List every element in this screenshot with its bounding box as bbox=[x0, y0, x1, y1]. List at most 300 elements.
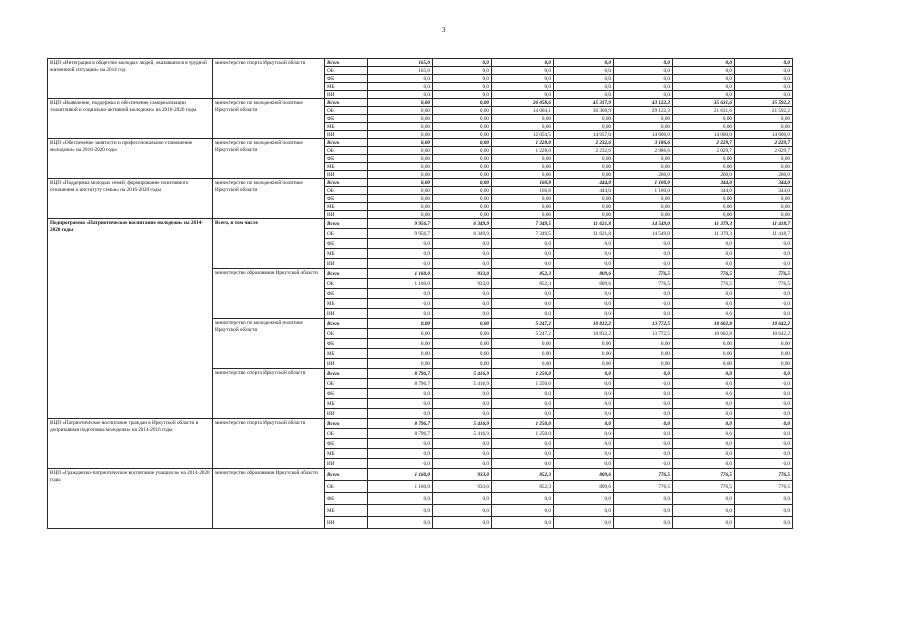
value-cell: 0,00 bbox=[368, 115, 433, 123]
value-cell: 0,0 bbox=[673, 449, 735, 459]
value-cell: 776,5 bbox=[614, 269, 673, 279]
value-cell: 0,0 bbox=[368, 289, 433, 299]
value-cell: 11 621,8 bbox=[554, 219, 614, 229]
value-cell: 1 100,0 bbox=[614, 187, 673, 195]
value-cell: 0,00 bbox=[368, 203, 433, 211]
value-cell: 0,00 bbox=[735, 349, 793, 359]
value-cell: 0,00 bbox=[433, 163, 492, 171]
value-cell: 165,0 bbox=[368, 67, 433, 75]
value-cell: 0,00 bbox=[433, 147, 492, 155]
value-cell: 0,0 bbox=[614, 419, 673, 429]
value-cell: 852,3 bbox=[492, 481, 554, 493]
value-cell: 5 416,9 bbox=[433, 369, 492, 379]
funding-source-cell: МБ bbox=[325, 399, 368, 409]
value-cell: 0,0 bbox=[614, 505, 673, 517]
program-name-cell: ВЦП «Поддержка молодых семей, формирование позитивного отношения к институту семьи» на 2016-2020 годы bbox=[48, 179, 213, 219]
value-cell: 809,6 bbox=[554, 269, 614, 279]
funding-source-cell: ФБ bbox=[325, 195, 368, 203]
value-cell: 0,00 bbox=[614, 195, 673, 203]
value-cell: 0,00 bbox=[433, 179, 492, 187]
value-cell: 776,5 bbox=[735, 469, 793, 481]
page-number: 3 bbox=[442, 26, 446, 34]
funding-source-cell: МБ bbox=[325, 203, 368, 211]
funding-source-cell: МБ bbox=[325, 249, 368, 259]
table-row bbox=[48, 59, 793, 67]
value-cell: 444,0 bbox=[554, 179, 614, 187]
value-cell: 14 004,1 bbox=[492, 107, 554, 115]
value-cell: 0,0 bbox=[673, 239, 735, 249]
value-cell: 2 029,7 bbox=[673, 147, 735, 155]
value-cell: 0,0 bbox=[554, 517, 614, 529]
funding-source-cell: ИИ bbox=[325, 517, 368, 529]
value-cell: 0,0 bbox=[368, 409, 433, 419]
value-cell: 13 772,5 bbox=[614, 329, 673, 339]
table-row bbox=[48, 179, 793, 187]
value-cell: 0,0 bbox=[554, 369, 614, 379]
value-cell: 0,00 bbox=[673, 211, 735, 219]
value-cell: 0,0 bbox=[554, 67, 614, 75]
value-cell: 0,00 bbox=[368, 319, 433, 329]
executor-cell: министерство спорта Иркутской области bbox=[213, 419, 325, 469]
value-cell: 0,0 bbox=[673, 249, 735, 259]
value-cell: 0,0 bbox=[368, 259, 433, 269]
value-cell: 0,0 bbox=[368, 83, 433, 91]
value-cell: 0,0 bbox=[368, 91, 433, 99]
executor-cell: министерство по молодежной политике Иркутской области bbox=[213, 139, 325, 179]
value-cell: 0,00 bbox=[492, 211, 554, 219]
value-cell: 0,0 bbox=[433, 409, 492, 419]
value-cell: 0,0 bbox=[673, 309, 735, 319]
value-cell: 0,00 bbox=[368, 107, 433, 115]
value-cell: 200,0 bbox=[614, 171, 673, 179]
value-cell: 0,00 bbox=[368, 187, 433, 195]
value-cell: 0,0 bbox=[673, 419, 735, 429]
value-cell: 11 379,3 bbox=[673, 229, 735, 239]
value-cell: 0,00 bbox=[368, 155, 433, 163]
executor-cell: министерство спорта Иркутской области bbox=[213, 369, 325, 419]
value-cell: 0,0 bbox=[673, 259, 735, 269]
value-cell: 0,00 bbox=[492, 123, 554, 131]
funding-source-cell: МБ bbox=[325, 299, 368, 309]
value-cell: 0,0 bbox=[554, 239, 614, 249]
value-cell: 11 418,7 bbox=[735, 229, 793, 239]
value-cell: 0,00 bbox=[368, 359, 433, 369]
value-cell: 0,00 bbox=[554, 195, 614, 203]
value-cell: 0,0 bbox=[492, 309, 554, 319]
value-cell: 0,00 bbox=[433, 99, 492, 107]
value-cell: 776,5 bbox=[735, 481, 793, 493]
value-cell: 0,0 bbox=[673, 379, 735, 389]
value-cell: 0,00 bbox=[492, 163, 554, 171]
value-cell: 0,00 bbox=[368, 123, 433, 131]
funding-source-cell: ИИ bbox=[325, 211, 368, 219]
value-cell: 444,0 bbox=[554, 187, 614, 195]
value-cell: 0,00 bbox=[433, 187, 492, 195]
value-cell: 0,0 bbox=[433, 517, 492, 529]
value-cell: 1 250,0 bbox=[492, 419, 554, 429]
value-cell: 13 772,5 bbox=[614, 319, 673, 329]
value-cell: 0,0 bbox=[614, 83, 673, 91]
value-cell: 10 812,2 bbox=[554, 329, 614, 339]
funding-source-cell: Всего bbox=[325, 469, 368, 481]
value-cell: 2 232,6 bbox=[554, 147, 614, 155]
value-cell: 0,0 bbox=[735, 429, 793, 439]
value-cell: 344,0 bbox=[673, 187, 735, 195]
value-cell: 0,0 bbox=[554, 59, 614, 67]
value-cell: 0,0 bbox=[735, 493, 793, 505]
value-cell: 0,00 bbox=[433, 155, 492, 163]
value-cell: 0,00 bbox=[433, 107, 492, 115]
value-cell: 0,00 bbox=[614, 115, 673, 123]
value-cell: 0,00 bbox=[673, 123, 735, 131]
value-cell: 0,0 bbox=[614, 75, 673, 83]
value-cell: 0,00 bbox=[433, 349, 492, 359]
value-cell: 2 229,7 bbox=[673, 139, 735, 147]
table-row bbox=[48, 99, 793, 107]
value-cell: 0,0 bbox=[614, 459, 673, 469]
value-cell: 0,0 bbox=[554, 429, 614, 439]
value-cell: 0,0 bbox=[673, 369, 735, 379]
value-cell: 1 250,0 bbox=[492, 379, 554, 389]
value-cell: 0,00 bbox=[614, 163, 673, 171]
value-cell: 0,0 bbox=[673, 505, 735, 517]
value-cell: 852,3 bbox=[492, 269, 554, 279]
value-cell: 0,0 bbox=[614, 249, 673, 259]
value-cell: 0,00 bbox=[433, 195, 492, 203]
funding-source-cell: ОБ bbox=[325, 147, 368, 155]
value-cell: 0,0 bbox=[614, 517, 673, 529]
value-cell: 0,0 bbox=[433, 459, 492, 469]
value-cell: 0,00 bbox=[492, 115, 554, 123]
value-cell: 11 379,3 bbox=[673, 219, 735, 229]
value-cell: 6 349,9 bbox=[433, 219, 492, 229]
value-cell: 0,0 bbox=[673, 67, 735, 75]
value-cell: 933,0 bbox=[433, 469, 492, 481]
value-cell: 0,0 bbox=[368, 389, 433, 399]
value-cell: 0,00 bbox=[554, 211, 614, 219]
value-cell: 0,0 bbox=[735, 399, 793, 409]
value-cell: 0,0 bbox=[735, 259, 793, 269]
value-cell: 10 812,2 bbox=[554, 319, 614, 329]
value-cell: 0,0 bbox=[673, 517, 735, 529]
value-cell: 0,00 bbox=[735, 195, 793, 203]
value-cell: 0,0 bbox=[433, 439, 492, 449]
funding-source-cell: ФБ bbox=[325, 75, 368, 83]
value-cell: 0,0 bbox=[492, 67, 554, 75]
value-cell: 776,5 bbox=[614, 469, 673, 481]
value-cell: 14 549,0 bbox=[614, 229, 673, 239]
value-cell: 0,00 bbox=[554, 123, 614, 131]
value-cell: 0,0 bbox=[492, 75, 554, 83]
value-cell: 45 317,9 bbox=[554, 99, 614, 107]
value-cell: 0,00 bbox=[554, 203, 614, 211]
value-cell: 0,00 bbox=[433, 339, 492, 349]
value-cell: 0,0 bbox=[554, 399, 614, 409]
value-cell: 0,0 bbox=[735, 75, 793, 83]
value-cell: 0,00 bbox=[735, 359, 793, 369]
value-cell: 8 796,7 bbox=[368, 429, 433, 439]
value-cell: 0,0 bbox=[673, 75, 735, 83]
value-cell: 852,3 bbox=[492, 279, 554, 289]
value-cell: 0,00 bbox=[735, 211, 793, 219]
value-cell: 0,0 bbox=[735, 517, 793, 529]
value-cell: 1 250,0 bbox=[492, 429, 554, 439]
value-cell: 0,0 bbox=[614, 59, 673, 67]
funding-source-cell: ФБ bbox=[325, 439, 368, 449]
funding-source-cell: ИИ bbox=[325, 91, 368, 99]
funding-source-cell: МБ bbox=[325, 123, 368, 131]
value-cell: 2 986,6 bbox=[614, 147, 673, 155]
value-cell: 344,0 bbox=[735, 179, 793, 187]
value-cell: 0,00 bbox=[614, 349, 673, 359]
value-cell: 0,0 bbox=[433, 259, 492, 269]
value-cell: 0,00 bbox=[614, 211, 673, 219]
value-cell: 0,00 bbox=[735, 123, 793, 131]
funding-source-cell: ОБ bbox=[325, 107, 368, 115]
budget-table bbox=[47, 58, 793, 529]
value-cell: 1 160,0 bbox=[368, 269, 433, 279]
value-cell: 0,0 bbox=[433, 91, 492, 99]
funding-source-cell: ИИ bbox=[325, 409, 368, 419]
value-cell: 0,00 bbox=[433, 139, 492, 147]
value-cell: 0,00 bbox=[735, 155, 793, 163]
value-cell: 0,0 bbox=[368, 493, 433, 505]
value-cell: 0,0 bbox=[673, 289, 735, 299]
value-cell: 8 796,7 bbox=[368, 369, 433, 379]
value-cell: 11 418,7 bbox=[735, 219, 793, 229]
funding-source-cell: Всего bbox=[325, 369, 368, 379]
funding-source-cell: ОБ bbox=[325, 67, 368, 75]
value-cell: 10 602,8 bbox=[673, 319, 735, 329]
value-cell: 0,0 bbox=[554, 83, 614, 91]
program-name-cell: ВЦП «Выявление, поддержка и обеспечение самореализации талантливой и социально-активной молодежи» на 2016-2020 годы bbox=[48, 99, 213, 139]
value-cell: 0,0 bbox=[673, 91, 735, 99]
value-cell: 1 160,0 bbox=[368, 469, 433, 481]
value-cell: 0,0 bbox=[735, 289, 793, 299]
value-cell: 0,0 bbox=[735, 369, 793, 379]
value-cell: 1 228,0 bbox=[492, 139, 554, 147]
value-cell: 1 160,0 bbox=[368, 481, 433, 493]
value-cell: 0,0 bbox=[673, 459, 735, 469]
value-cell: 0,0 bbox=[673, 493, 735, 505]
value-cell: 1 228,0 bbox=[492, 147, 554, 155]
value-cell: 0,0 bbox=[368, 517, 433, 529]
value-cell: 2 029,7 bbox=[735, 147, 793, 155]
value-cell: 776,5 bbox=[614, 279, 673, 289]
value-cell: 0,0 bbox=[433, 59, 492, 67]
value-cell: 0,0 bbox=[614, 289, 673, 299]
funding-source-cell: Всего bbox=[325, 59, 368, 67]
value-cell: 0,0 bbox=[614, 259, 673, 269]
value-cell: 14 957,0 bbox=[554, 131, 614, 139]
value-cell: 0,00 bbox=[673, 349, 735, 359]
value-cell: 0,0 bbox=[433, 493, 492, 505]
value-cell: 35 631,6 bbox=[673, 99, 735, 107]
value-cell: 0,00 bbox=[673, 115, 735, 123]
funding-source-cell: МБ bbox=[325, 349, 368, 359]
value-cell: 0,0 bbox=[614, 439, 673, 449]
value-cell: 0,00 bbox=[368, 211, 433, 219]
value-cell: 1 160,0 bbox=[368, 279, 433, 289]
value-cell: 0,00 bbox=[492, 349, 554, 359]
value-cell: 160,8 bbox=[492, 179, 554, 187]
value-cell: 200,0 bbox=[735, 171, 793, 179]
value-cell: 0,0 bbox=[554, 505, 614, 517]
value-cell: 0,0 bbox=[492, 289, 554, 299]
value-cell: 2 232,6 bbox=[554, 139, 614, 147]
value-cell: 0,0 bbox=[735, 299, 793, 309]
value-cell: 0,0 bbox=[492, 439, 554, 449]
funding-source-cell: ФБ bbox=[325, 155, 368, 163]
value-cell: 0,00 bbox=[554, 349, 614, 359]
value-cell: 9 956,7 bbox=[368, 219, 433, 229]
value-cell: 933,0 bbox=[433, 269, 492, 279]
executor-cell: министерство образования Иркутской области bbox=[213, 469, 325, 529]
value-cell: 0,0 bbox=[433, 449, 492, 459]
value-cell: 14 000,0 bbox=[614, 131, 673, 139]
value-cell: 0,0 bbox=[614, 429, 673, 439]
value-cell: 0,0 bbox=[614, 309, 673, 319]
executor-cell: министерство образования Иркутской области bbox=[213, 269, 325, 319]
value-cell: 0,00 bbox=[735, 163, 793, 171]
value-cell: 0,0 bbox=[368, 299, 433, 309]
value-cell: 0,00 bbox=[433, 359, 492, 369]
funding-source-cell: ИИ bbox=[325, 171, 368, 179]
value-cell: 0,00 bbox=[368, 131, 433, 139]
value-cell: 0,00 bbox=[554, 155, 614, 163]
value-cell: 0,00 bbox=[614, 123, 673, 131]
value-cell: 0,0 bbox=[492, 505, 554, 517]
program-name-cell: Подпрограмма «Патриотическое воспитание молодежи» на 2014-2020 годы bbox=[48, 219, 213, 419]
value-cell: 0,00 bbox=[368, 195, 433, 203]
funding-source-cell: ОБ bbox=[325, 279, 368, 289]
value-cell: 21 631,6 bbox=[673, 107, 735, 115]
funding-source-cell: ФБ bbox=[325, 339, 368, 349]
value-cell: 10 602,8 bbox=[673, 329, 735, 339]
value-cell: 0,0 bbox=[433, 83, 492, 91]
value-cell: 10 642,2 bbox=[735, 329, 793, 339]
funding-source-cell: ИИ bbox=[325, 359, 368, 369]
value-cell: 0,0 bbox=[554, 289, 614, 299]
value-cell: 0,0 bbox=[554, 409, 614, 419]
value-cell: 0,0 bbox=[554, 419, 614, 429]
value-cell: 0,0 bbox=[554, 389, 614, 399]
funding-source-cell: ОБ bbox=[325, 187, 368, 195]
value-cell: 21 592,2 bbox=[735, 107, 793, 115]
value-cell: 0,0 bbox=[433, 309, 492, 319]
value-cell: 0,0 bbox=[735, 439, 793, 449]
value-cell: 165,0 bbox=[368, 59, 433, 67]
value-cell: 0,0 bbox=[433, 239, 492, 249]
funding-source-cell: ОБ bbox=[325, 481, 368, 493]
value-cell: 0,0 bbox=[735, 249, 793, 259]
value-cell: 9 956,7 bbox=[368, 229, 433, 239]
value-cell: 0,0 bbox=[735, 409, 793, 419]
value-cell: 0,0 bbox=[614, 389, 673, 399]
value-cell: 776,5 bbox=[673, 269, 735, 279]
value-cell: 0,0 bbox=[735, 91, 793, 99]
funding-source-cell: МБ bbox=[325, 83, 368, 91]
value-cell: 10 642,2 bbox=[735, 319, 793, 329]
value-cell: 0,0 bbox=[492, 59, 554, 67]
value-cell: 0,0 bbox=[492, 517, 554, 529]
value-cell: 776,5 bbox=[614, 481, 673, 493]
value-cell: 29 122,3 bbox=[614, 107, 673, 115]
value-cell: 0,00 bbox=[368, 163, 433, 171]
value-cell: 5 247,2 bbox=[492, 319, 554, 329]
funding-source-cell: МБ bbox=[325, 163, 368, 171]
value-cell: 0,0 bbox=[614, 409, 673, 419]
table-row bbox=[48, 419, 793, 429]
value-cell: 0,0 bbox=[433, 389, 492, 399]
value-cell: 0,0 bbox=[735, 505, 793, 517]
value-cell: 0,0 bbox=[433, 67, 492, 75]
value-cell: 0,0 bbox=[735, 389, 793, 399]
value-cell: 1 250,0 bbox=[492, 369, 554, 379]
executor-cell: министерство по молодежной политике Иркутской области bbox=[213, 99, 325, 139]
value-cell: 0,00 bbox=[433, 123, 492, 131]
value-cell: 0,00 bbox=[368, 349, 433, 359]
value-cell: 776,5 bbox=[673, 481, 735, 493]
value-cell: 0,00 bbox=[433, 329, 492, 339]
table-row bbox=[48, 139, 793, 147]
funding-source-cell: ИИ bbox=[325, 259, 368, 269]
value-cell: 200,0 bbox=[673, 171, 735, 179]
value-cell: 0,00 bbox=[433, 115, 492, 123]
table-row bbox=[48, 219, 793, 229]
value-cell: 14 000,0 bbox=[673, 131, 735, 139]
value-cell: 8 796,7 bbox=[368, 379, 433, 389]
funding-source-cell: Всего bbox=[325, 99, 368, 107]
value-cell: 0,0 bbox=[614, 449, 673, 459]
value-cell: 5 416,9 bbox=[433, 379, 492, 389]
value-cell: 0,0 bbox=[433, 299, 492, 309]
value-cell: 344,0 bbox=[673, 179, 735, 187]
value-cell: 0,0 bbox=[614, 91, 673, 99]
value-cell: 0,0 bbox=[492, 239, 554, 249]
value-cell: 0,0 bbox=[673, 83, 735, 91]
value-cell: 0,0 bbox=[554, 75, 614, 83]
value-cell: 0,0 bbox=[614, 299, 673, 309]
value-cell: 0,0 bbox=[614, 67, 673, 75]
value-cell: 0,0 bbox=[433, 289, 492, 299]
value-cell: 0,00 bbox=[433, 171, 492, 179]
value-cell: 0,0 bbox=[492, 459, 554, 469]
funding-source-cell: ОБ bbox=[325, 329, 368, 339]
value-cell: 0,0 bbox=[492, 389, 554, 399]
executor-cell: Всего, в том числе bbox=[213, 219, 325, 269]
value-cell: 0,00 bbox=[492, 339, 554, 349]
value-cell: 0,00 bbox=[673, 203, 735, 211]
value-cell: 0,0 bbox=[673, 59, 735, 67]
value-cell: 0,0 bbox=[735, 379, 793, 389]
value-cell: 0,00 bbox=[368, 179, 433, 187]
value-cell: 0,0 bbox=[673, 439, 735, 449]
value-cell: 0,0 bbox=[735, 83, 793, 91]
value-cell: 0,0 bbox=[554, 379, 614, 389]
funding-source-cell: Всего bbox=[325, 269, 368, 279]
value-cell: 0,0 bbox=[554, 259, 614, 269]
funding-source-cell: МБ bbox=[325, 505, 368, 517]
value-cell: 0,00 bbox=[492, 171, 554, 179]
funding-source-cell: ФБ bbox=[325, 289, 368, 299]
value-cell: 0,0 bbox=[433, 249, 492, 259]
value-cell: 0,00 bbox=[673, 359, 735, 369]
value-cell: 0,00 bbox=[554, 115, 614, 123]
value-cell: 776,5 bbox=[735, 279, 793, 289]
value-cell: 0,0 bbox=[673, 409, 735, 419]
value-cell: 0,0 bbox=[368, 309, 433, 319]
